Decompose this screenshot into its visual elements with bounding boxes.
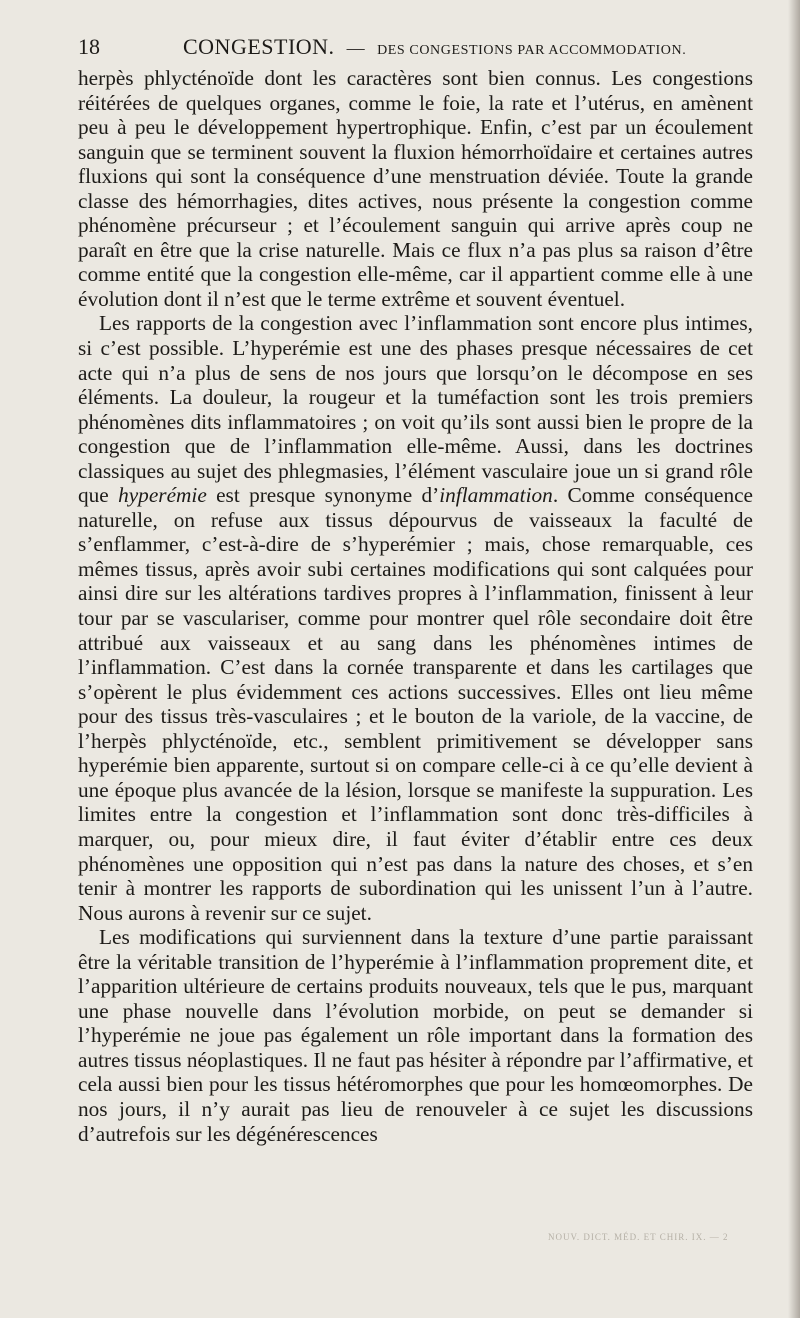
paragraph-3: Les modifications qui surviennent dans la texture d’une partie paraissant être la véritable transition de l’hyperémie à l’inflammation proprement dite, et l’apparition ultérieure de certains produits nouveaux, tels que le pus, marquant une phase nouvelle dans l’évolution morbide, on peut se demander si l’hyperémie ne joue pas également un rôle important dans la formation des autres tissus néoplastiques. Il ne faut pas hésiter à répondre par l’affirmative, et cela aussi bien pour les tissus hétéromorphes que pour les homœomorphes. De nos jours, il n’y aurait pas lieu de renouveler à ce sujet les discussions d’autrefois sur les dégénérescences xyxy=(78,925,753,1146)
paragraph-1: herpès phlycténoïde dont les caractères sont bien connus. Les congestions réitérées de quelques organes, comme le foie, la rate et l’utérus, en amènent peu à peu le développement hypertrophique. Enfin, c’est par un écoulement sanguin que se terminent souvent la fluxion hémorrhoïdaire et certaines autres fluxions qui sont la conséquence d’une menstruation déviée. Toute la grande classe des hémorrhagies, dites actives, nous présente la congestion comme phénomène précurseur ; et l’écoulement sanguin qui arrive après coup ne paraît en être que la crise naturelle. Mais ce flux n’a pas plus sa raison d’être comme entité que la congestion elle-même, car il appartient comme elle à une évolution dont il n’est que le terme extrême et souvent éventuel. xyxy=(78,66,753,311)
paragraph-2-text-middle: est presque synonyme d’ xyxy=(206,483,440,508)
italic-term-hyperemie: hyperémie xyxy=(118,483,207,508)
page-number: 18 xyxy=(78,34,100,59)
running-title xyxy=(183,32,686,66)
title-separator: — xyxy=(346,38,366,58)
italic-term-inflammation: inflammation xyxy=(439,483,553,508)
body-text xyxy=(78,66,753,1146)
paragraph-2 xyxy=(78,311,753,925)
paragraph-2-text-before: Les rapports de la congestion avec l’inflammation sont encore plus intimes, si c’est possible. L’hyperémie est une des phases presque nécessaires de cet acte qui n’a plus de sens de nos jours que lorsqu’on le décompose en ses éléments. La douleur, la rougeur et la tuméfaction sont les trois premiers phénomènes dits inflammatoires ; on voit qu’ils sont aussi bien le propre de la congestion que de l’inflammation elle-même. Aussi, dans les doctrines classiques au sujet des phlegmasies, l’élément vasculaire joue un si grand rôle que xyxy=(78,311,753,508)
page-edge-shadow xyxy=(788,0,800,1318)
section-subtitle: DES CONGESTIONS PAR ACCOMMODATION. xyxy=(377,43,687,58)
running-header xyxy=(78,32,748,62)
chapter-title: CONGESTION. xyxy=(183,34,335,59)
paragraph-2-text-after: . Comme conséquence naturelle, on refuse aux tissus dépourvus de vaisseaux la faculté de s’enflammer, c’est-à-dire de s’hyperémier ; mais, chose remarquable, ces mêmes tissus, après avoir subi certaines modifications qui sont calquées pour ainsi dire sur les altérations tardives propres à l’inflammation, finissent à leur tour par se vasculariser, comme pour montrer quel rôle secondaire doit être attribué aux vaisseaux et au sang dans les phénomènes intimes de l’inflammation. C’est dans la cornée transparente et dans les cartilages que s’opèrent le plus évidemment ces actions successives. Elles ont lieu même pour des tissus très-vasculaires ; et le bouton de la variole, de la vaccine, de l’herpès phlycténoïde, etc., semblent primitivement se développer sans hyperémie bien apparente, surtout si on compare celle-ci à ce qu’elle devient à une époque plus avancée de la lésion, lorsque se manifeste la suppuration. Les limites entre la congestion et l’inflammation sont donc très-difficiles à marquer, ou, pour mieux dire, il faut éviter d’établir entre ces deux phénomènes une opposition qui n’est pas dans la nature des choses, et s’en tenir à montrer les rapports de subordination qui les unissent l’un à l’autre. Nous aurons à revenir sur ce sujet. xyxy=(78,483,753,925)
bleed-through-text: NOUV. DICT. MÉD. ET CHIR. IX. — 2 xyxy=(548,1232,729,1242)
